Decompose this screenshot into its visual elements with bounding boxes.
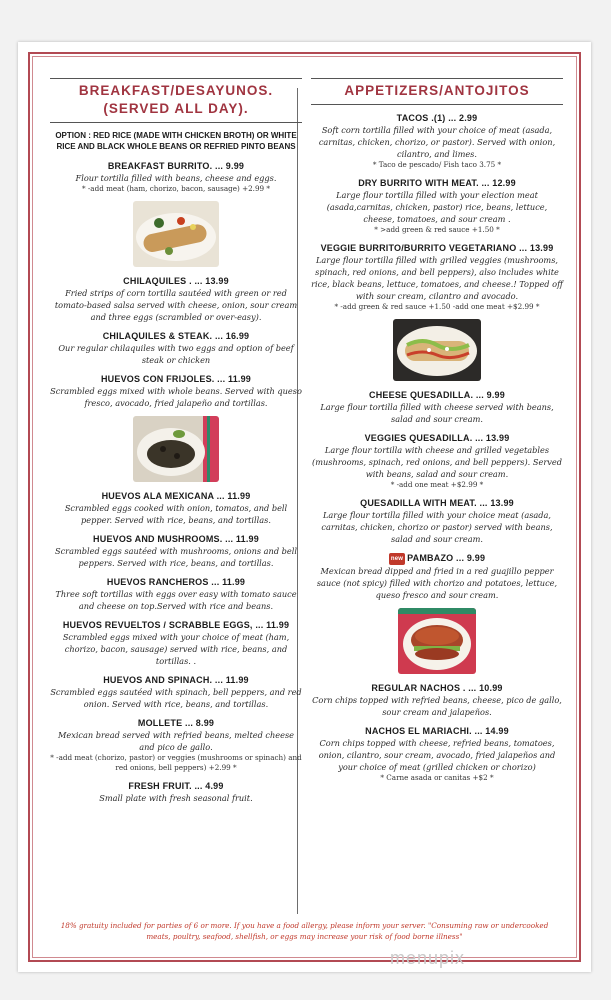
menu-item xyxy=(50,373,302,409)
menu-item xyxy=(50,330,302,366)
item-note: * Taco de pescado/ Fish taco 3.75 * xyxy=(372,160,502,169)
item-description: Scrambled eggs mixed with your choice of meat (ham, chorizo, bacon, sausage) served with rice, beans, and tortillas. . xyxy=(62,632,290,666)
new-badge: new xyxy=(389,553,405,565)
breakfast-heading xyxy=(50,78,302,123)
item-description: Scrambled eggs sautéed with mushrooms, onions and bell peppers. Served with rice, beans, and tortillas. xyxy=(54,546,297,568)
breakfast-title: BREAKFAST/DESAYUNOS. xyxy=(78,83,274,98)
item-title: QUESADILLA WITH MEAT. ... 13.99 xyxy=(360,498,514,508)
item-title: DRY BURRITO WITH MEAT. ... 12.99 xyxy=(358,178,516,188)
item-title: HUEVOS CON FRIJOLES. ... 11.99 xyxy=(100,374,252,384)
menu-item xyxy=(50,576,302,612)
item-title: VEGGIES QUESADILLA. ... 13.99 xyxy=(364,433,510,443)
pambazo-photo xyxy=(398,608,476,674)
menu-item xyxy=(311,497,563,545)
menu-page xyxy=(18,42,591,972)
item-title: HUEVOS ALA MEXICANA ... 11.99 xyxy=(101,491,251,501)
item-description: Corn chips topped with cheese, refried beans, tomatoes, onion, cilantro, sour cream, avocado, fried jalapeños and your choice of meat (grilled chicken or chorizo) xyxy=(318,738,556,772)
item-note: * -add meat (ham, chorizo, bacon, sausage) +2.99 * xyxy=(82,184,270,193)
item-note: * -add green & red sauce +1.50 -add one meat +$2.99 * xyxy=(334,302,540,311)
footer-disclaimer: 18% gratuity included for parties of 6 or more. If you have a food allergy, please inform your server. "Consuming raw or undercooked meats, poultry, seafood, shellfish, or eggs may increase your risk of food borne illness" xyxy=(60,921,549,941)
item-title: FRESH FRUIT. ... 4.99 xyxy=(128,781,224,791)
item-title: REGULAR NACHOS . ... 10.99 xyxy=(371,683,503,693)
menu-item xyxy=(50,490,302,526)
item-description: Mexican bread dipped and fried in a red guajillo pepper sauce (not spicy) filled with chorizo and potatoes, lettuce, queso fresco and sour cream. xyxy=(316,566,558,600)
item-description: Scrambled eggs sautéed with spinach, bell peppers, and red onion. Served with rice, beans, and tortillas. xyxy=(50,687,302,709)
veggie-burrito-photo xyxy=(393,319,481,381)
item-description: Soft corn tortilla filled with your choice of meat (asada, carnitas, chicken, chorizo, or pastor). Served with onion, cilantro, and limes. xyxy=(318,125,556,159)
menu-item xyxy=(311,177,563,235)
item-description: Scrambled eggs mixed with whole beans. Served with queso fresco, avocado, fried jalapeño and tortillas. xyxy=(50,386,302,408)
item-note: * -add meat (chorizo, pastor) or veggies (mushrooms or spinach) and red onions, bell peppers) +2.99 * xyxy=(50,753,302,772)
menu-item xyxy=(50,780,302,804)
item-description: Large flour tortilla filled with your choice meat (asada, carnitas, chicken, chorizo or pastor) served with beans, salad and sour cream. xyxy=(321,510,553,544)
item-description: Small plate with fresh seasonal fruit. xyxy=(99,793,253,803)
item-description: Corn chips topped with refried beans, cheese, pico de gallo, sour cream and jalapeños. xyxy=(312,695,562,717)
item-description: Large flour tortilla filled with cheese served with beans, salad and sour cream. xyxy=(320,402,554,424)
item-description: Large flour tortilla filled with grilled veggies (mushrooms, spinach, red onions, and bell peppers), also includes white rice, black beans, lettuce, tomatoes, and cheese.! Topped off with sour cream, cilantro and avocado. xyxy=(311,255,563,301)
menu-item xyxy=(50,619,302,667)
menu-item xyxy=(50,674,302,710)
item-title xyxy=(311,552,563,565)
appetizers-heading: APPETIZERS/ANTOJITOS xyxy=(311,78,563,105)
item-title: BREAKFAST BURRITO. ... 9.99 xyxy=(107,161,245,171)
item-title: HUEVOS RANCHEROS ... 11.99 xyxy=(106,577,246,587)
menu-item xyxy=(50,717,302,773)
item-title: TACOS .(1) ... 2.99 xyxy=(396,113,478,123)
item-title-text: PAMBAZO ... 9.99 xyxy=(407,553,486,563)
rice-beans-option: OPTION : RED RICE (MADE WITH CHICKEN BROTH) OR WHITE RICE AND BLACK WHOLE BEANS OR REFRIED PINTO BEANS xyxy=(55,131,297,151)
item-description: Scrambled eggs cooked with onion, tomatos, and bell pepper. Served with rice, beans, and tortillas. xyxy=(64,503,288,525)
menu-item xyxy=(311,682,563,718)
appetizers-column xyxy=(311,78,563,790)
huevos-frijoles-photo xyxy=(133,416,219,482)
item-description: Fried strips of corn tortilla sautéed with green or red tomato-based salsa served with cheese, onion, sour cream and three eggs (scrambled or over-easy). xyxy=(54,288,298,322)
menupix-watermark: menupix xyxy=(390,948,466,968)
menu-item xyxy=(50,533,302,569)
menu-item xyxy=(311,552,563,601)
menu-item xyxy=(311,112,563,170)
item-description: Flour tortilla filled with beans, cheese and eggs. xyxy=(75,173,277,183)
item-title: CHEESE QUESADILLA. ... 9.99 xyxy=(369,390,505,400)
item-description: Our regular chilaquiles with two eggs and option of beef steak or chicken xyxy=(58,343,294,365)
breakfast-subtitle: (SERVED ALL DAY). xyxy=(103,101,249,116)
menu-item xyxy=(311,389,563,425)
menu-item xyxy=(50,160,302,194)
item-title: HUEVOS REVUELTOS / SCRABBLE EGGS, ... 11.99 xyxy=(62,620,290,630)
item-title: HUEVOS AND MUSHROOMS. ... 11.99 xyxy=(93,534,259,544)
breakfast-column xyxy=(50,78,302,811)
item-description: Mexican bread served with refried beans, melted cheese and pico de gallo. xyxy=(57,730,295,752)
menu-item xyxy=(50,275,302,323)
item-title: HUEVOS AND SPINACH. ... 11.99 xyxy=(103,675,249,685)
item-description: Three soft tortillas with eggs over easy with tomato sauce and cheese on top.Served with rice and beans. xyxy=(55,589,297,611)
breakfast-burrito-photo xyxy=(133,201,219,267)
item-description: Large flour tortilla filled with your election meat (asada,carnitas, chicken, pastor) rice, beans, lettuce, cheese, tomatoes, and sour cream . xyxy=(326,190,548,224)
menu-item xyxy=(311,432,563,490)
item-description: Large flour tortilla with cheese and grilled vegetables (mushrooms, spinach, red onions, and bell peppers). Served with beans, salad and sour cream. xyxy=(312,445,562,479)
item-note: * -add one meat +$2.99 * xyxy=(390,480,484,489)
item-note: * Carne asada or canitas +$2 * xyxy=(380,773,494,782)
menu-item xyxy=(311,242,563,312)
item-title: CHILAQUILES & STEAK. ... 16.99 xyxy=(102,331,250,341)
item-title: VEGGIE BURRITO/BURRITO VEGETARIANO ... 13.99 xyxy=(320,243,554,253)
item-title: NACHOS EL MARIACHI. ... 14.99 xyxy=(365,726,509,736)
menu-item xyxy=(311,725,563,783)
item-title: CHILAQUILES . ... 13.99 xyxy=(123,276,229,286)
item-title: MOLLETE ... 8.99 xyxy=(137,718,215,728)
item-note: * >add green & red sauce +1.50 * xyxy=(374,225,500,234)
